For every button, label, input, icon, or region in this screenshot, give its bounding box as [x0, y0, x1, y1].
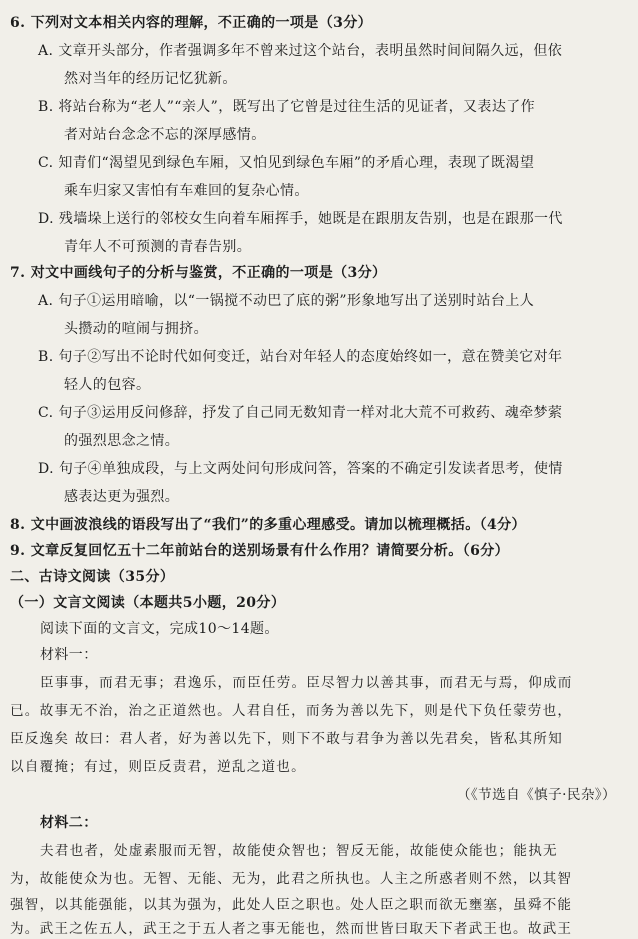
- question-9: 9. 文章反复回忆五十二年前站台的送别场景有什么作用？请简要分析。（6分）: [10, 543, 510, 559]
- question-8: 8. 文中画波浪线的语段写出了“我们”的多重心理感受。请加以梳理概括。（4分）: [10, 517, 526, 533]
- question-7-stem: 7. 对文中画线句子的分析与鉴赏，不正确的一项是（3分）: [10, 265, 387, 281]
- subsection-1-heading: （一）文言文阅读（本题共5小题，20分）: [10, 595, 286, 611]
- reading-instruction: 阅读下面的文言文，完成10～14题。: [40, 621, 279, 637]
- q6-option-d-line1: D. 残墙垛上送行的邻校女生向着车厢挥手，她既是在跟朋友告别，也是在跟那一代: [38, 211, 563, 227]
- q7-option-b-line1: B. 句子②写出不论时代如何变迁，站台对年轻人的态度始终如一，意在赞美它对年: [38, 349, 563, 365]
- material-2-label: 材料二：: [40, 815, 98, 831]
- material-2-line-1: 夫君也者，处虚素服而无智，故能使众智也；智反无能，故能使众能也；能执无: [40, 843, 558, 859]
- q7-option-a-line1: A. 句子①运用暗喻，以“一锅搅不动巴了底的粥”形象地写出了送别时站台上人: [38, 293, 535, 309]
- material-1-label: 材料一：: [40, 647, 98, 663]
- q7-option-a-line2: 头攒动的喧闹与拥挤。: [64, 321, 208, 337]
- question-6-stem: 6. 下列对文本相关内容的理解，不正确的一项是（3分）: [10, 15, 373, 31]
- q7-option-c-line2: 的强烈思念之情。: [64, 433, 180, 449]
- material-1-line-4: 以自覆掩；有过，则臣反责君，逆乱之道也。: [10, 759, 306, 775]
- q7-option-b-line2: 轻人的包容。: [64, 377, 151, 393]
- q7-option-d-line1: D. 句子④单独成段，与上文两处问句形成问答，答案的不确定引发读者思考，使情: [38, 461, 563, 477]
- material-1-line-3: 臣反逸矣 故曰：君人者，好为善以先下，则下不敢与君争为善以先君矣，皆私其所知: [10, 731, 563, 747]
- q6-option-c-line2: 乘车归家又害怕有车难回的复杂心情。: [64, 183, 309, 199]
- q6-option-a-line1: A. 文章开头部分，作者强调多年不曾来过这个站台，表明虽然时间间隔久远，但依: [38, 43, 563, 59]
- q7-option-d-line2: 感表达更为强烈。: [64, 489, 180, 505]
- material-2-line-3: 强智，以其能强能，以其为强为，此处人臣之职也。处人臣之职而欲无壅塞，虽舜不能: [10, 897, 573, 913]
- material-1-line-2: 已。故事无不治，治之正道然也。人君自任，而务为善以先下，则是代下负任蒙劳也，: [10, 703, 573, 719]
- section-2-heading: 二、古诗文阅读（35分）: [10, 569, 175, 585]
- q6-option-b-line1: B. 将站台称为“老人”“亲人”，既写出了它曾是过往生活的见证者，又表达了作: [38, 99, 536, 115]
- q6-option-b-line2: 者对站台念念不忘的深厚感情。: [64, 127, 266, 143]
- q7-option-c-line1: C. 句子③运用反问修辞，抒发了自己同无数知青一样对北大荒不可救药、魂牵梦萦: [38, 405, 563, 421]
- q6-option-d-line2: 青年人不可预测的青春告别。: [64, 239, 252, 255]
- q6-option-a-line2: 然对当年的经历记忆犹新。: [64, 71, 237, 87]
- material-2-line-2: 为，故能使众为也。无智、无能、无为，此君之所执也。人主之所惑者则不然，以其智: [10, 871, 573, 887]
- material-1-line-1: 臣事事，而君无事；君逸乐，而臣任劳。臣尽智力以善其事，而君无与焉，仰成而: [40, 675, 573, 691]
- q6-option-c-line1: C. 知青们“渴望见到绿色车厢，又怕见到绿色车厢”的矛盾心理，表现了既渴望: [38, 155, 535, 171]
- material-2-line-4: 为。武王之佐五人，武王之于五人者之事无能也，然而世皆曰取天下者武王也。故武王: [10, 921, 573, 937]
- material-1-source: （《节选自《慎子·民杂》）: [456, 787, 616, 803]
